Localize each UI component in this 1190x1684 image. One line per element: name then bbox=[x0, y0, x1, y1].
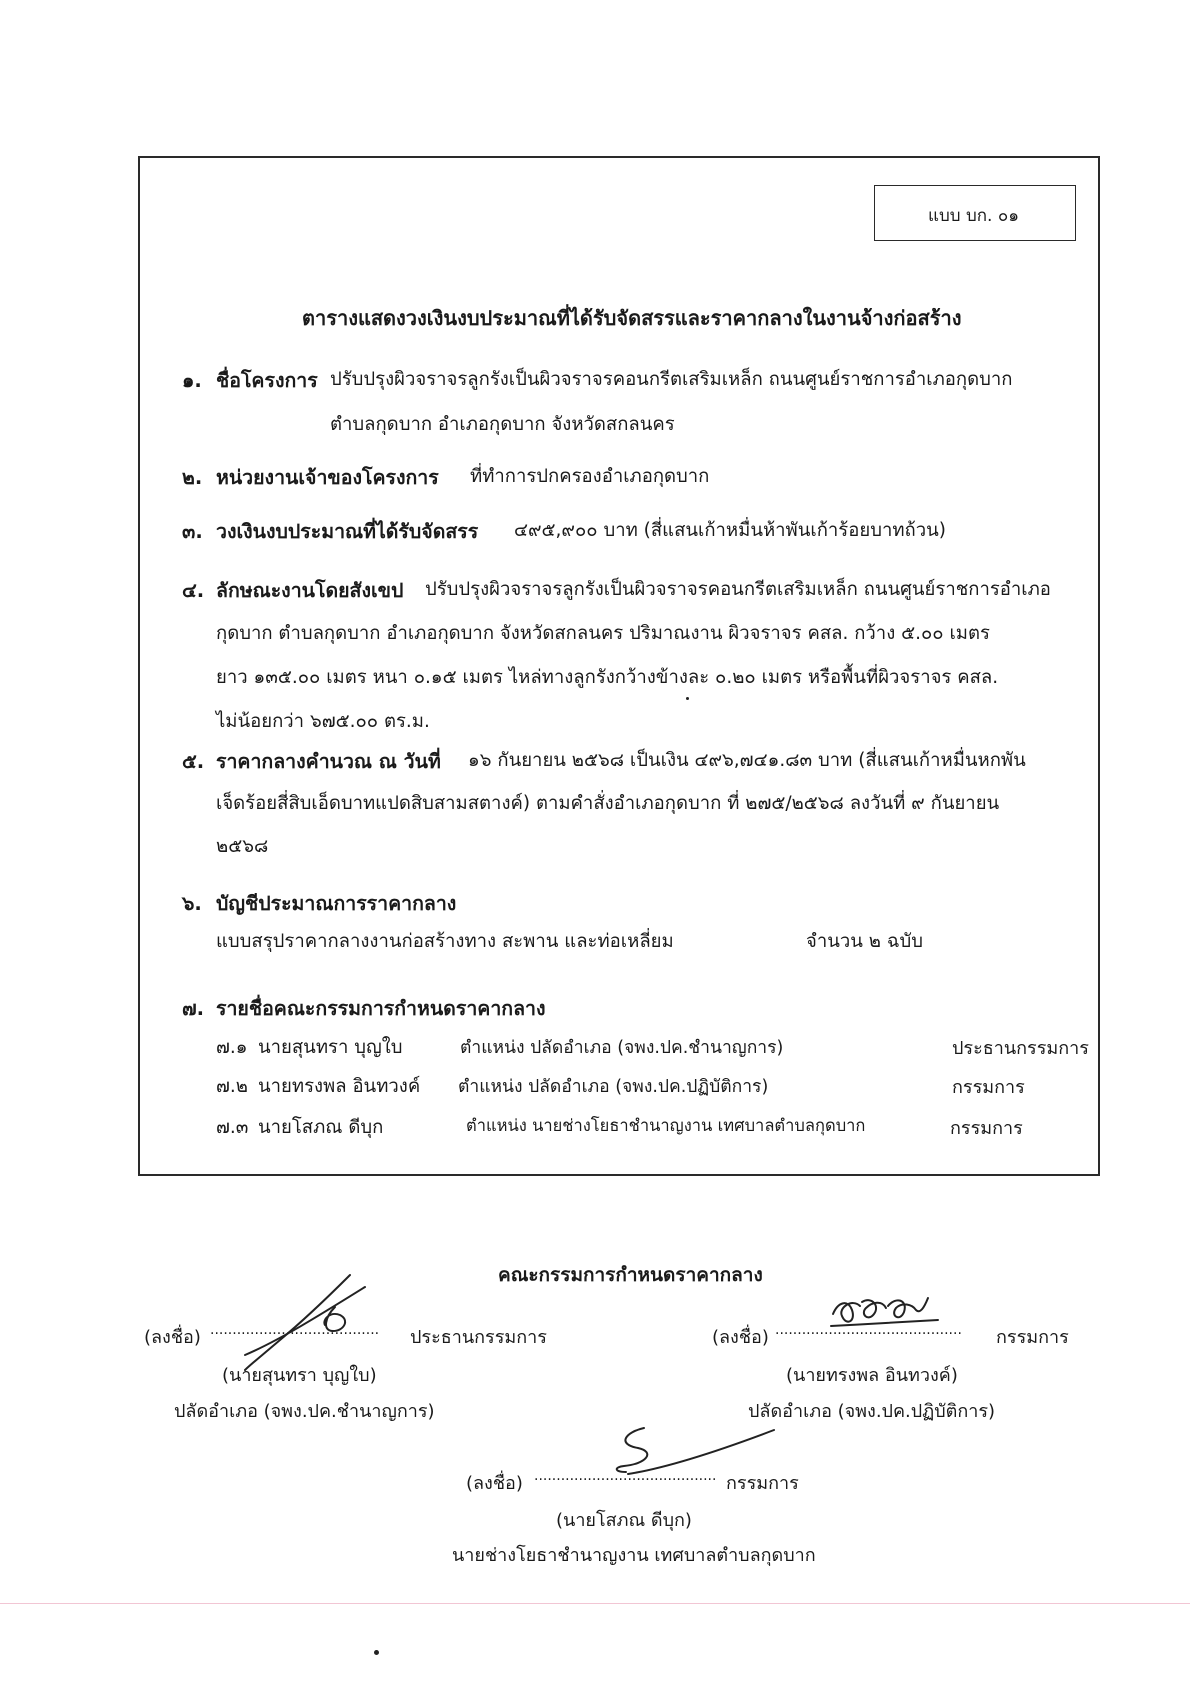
signer-3-sign-label: (ลงชื่อ) bbox=[466, 1473, 523, 1494]
member-number: ๗.๑ bbox=[216, 1037, 248, 1058]
item-7-number: ๗. bbox=[182, 997, 205, 1020]
item-5-line-3: ๒๕๖๘ bbox=[216, 836, 269, 857]
scan-speck bbox=[374, 1650, 379, 1655]
signer-2-name: (นายทรงพล อินทวงค์) bbox=[786, 1365, 958, 1386]
member-number: ๗.๒ bbox=[216, 1076, 248, 1097]
signature-2 bbox=[828, 1284, 948, 1344]
signer-2-role: กรรมการ bbox=[996, 1327, 1069, 1348]
signer-3-dotted-line: ......................................... bbox=[534, 1468, 717, 1484]
member-position: ตำแหน่ง ปลัดอำเภอ (จพง.ปค.ปฏิบัติการ) bbox=[458, 1077, 769, 1097]
member-name: นายโสภณ ดีบุก bbox=[258, 1117, 384, 1138]
member-role: กรรมการ bbox=[952, 1077, 1025, 1098]
page-edge-line bbox=[0, 1603, 1190, 1604]
item-5-label: ราคากลางคำนวณ ณ วันที่ bbox=[216, 750, 441, 773]
member-number: ๗.๓ bbox=[216, 1117, 249, 1138]
item-1-line-2: ตำบลกุดบาก อำเภอกุดบาก จังหวัดสกลนคร bbox=[330, 414, 675, 435]
item-6-document: แบบสรุปราคากลางงานก่อสร้างทาง สะพาน และท่อเหลี่ยม bbox=[216, 931, 674, 952]
signer-2-position: ปลัดอำเภอ (จพง.ปค.ปฏิบัติการ) bbox=[748, 1401, 996, 1422]
item-6-label: บัญชีประมาณการราคากลาง bbox=[216, 892, 457, 915]
item-2-label: หน่วยงานเจ้าของโครงการ bbox=[216, 466, 439, 489]
member-position: ตำแหน่ง นายช่างโยธาชำนาญงาน เทศบาลตำบลกุดบาก bbox=[466, 1116, 866, 1135]
item-4-line-4: ไม่น้อยกว่า ๖๗๕.๐๐ ตร.ม. bbox=[216, 711, 430, 732]
item-1-label: ชื่อโครงการ bbox=[216, 369, 318, 392]
item-3-number: ๓. bbox=[182, 520, 203, 543]
item-4-line-3: ยาว ๑๓๕.๐๐ เมตร หนา ๐.๑๕ เมตร ไหล่ทางลูกรังกว้างข้างละ ๐.๒๐ เมตร หรือพื้นที่ผิวจราจร คสล. bbox=[216, 667, 999, 688]
signer-3-role: กรรมการ bbox=[726, 1473, 799, 1494]
item-2-number: ๒. bbox=[182, 466, 203, 489]
signer-2-dotted-line: .......................................... bbox=[775, 1322, 962, 1338]
item-6-quantity: จำนวน ๒ ฉบับ bbox=[806, 931, 923, 952]
member-role: กรรมการ bbox=[950, 1118, 1023, 1139]
item-1-number: ๑. bbox=[182, 369, 202, 392]
signer-1-dotted-line: ...................................... bbox=[210, 1322, 380, 1338]
committee-heading: คณะกรรมการกำหนดราคากลาง bbox=[498, 1264, 763, 1286]
item-3-label: วงเงินงบประมาณที่ได้รับจัดสรร bbox=[216, 520, 479, 543]
signer-2-sign-label: (ลงชื่อ) bbox=[712, 1327, 769, 1348]
item-1-line-1: ปรับปรุงผิวจราจรลูกรังเป็นผิวจราจรคอนกรีตเสริมเหล็ก ถนนศูนย์ราชการอำเภอกุดบาก bbox=[330, 369, 1013, 390]
signature-3 bbox=[606, 1420, 786, 1490]
form-code: แบบ บก. ๐๑ bbox=[928, 206, 1020, 226]
item-5-line-2: เจ็ดร้อยสี่สิบเอ็ดบาทแปดสิบสามสตางค์) ตามคำสั่งอำเภอกุดบาก ที่ ๒๗๕/๒๕๖๘ ลงวันที่ ๙ กันยายน bbox=[216, 793, 1000, 814]
signature-1 bbox=[240, 1265, 440, 1375]
item-4-line-1: ปรับปรุงผิวจราจรลูกรังเป็นผิวจราจรคอนกรีตเสริมเหล็ก ถนนศูนย์ราชการอำเภอ bbox=[425, 579, 1051, 600]
signer-3-position: นายช่างโยธาชำนาญงาน เทศบาลตำบลกุดบาก bbox=[452, 1545, 816, 1566]
item-2-text: ที่ทำการปกครองอำเภอกุดบาก bbox=[470, 466, 710, 487]
item-5-number: ๕. bbox=[182, 750, 205, 773]
signer-3-name: (นายโสภณ ดีบุก) bbox=[556, 1510, 692, 1531]
signer-1-name: (นายสุนทรา บุญใบ) bbox=[222, 1365, 377, 1386]
signer-1-role: ประธานกรรมการ bbox=[410, 1327, 547, 1348]
item-7-label: รายชื่อคณะกรรมการกำหนดราคากลาง bbox=[216, 997, 546, 1020]
member-name: นายทรงพล อินทวงค์ bbox=[258, 1076, 421, 1097]
document-title: ตารางแสดงวงเงินงบประมาณที่ได้รับจัดสรรและราคากลางในงานจ้างก่อสร้าง bbox=[302, 306, 962, 330]
signer-1-sign-label: (ลงชื่อ) bbox=[144, 1327, 201, 1348]
item-4-number: ๔. bbox=[182, 579, 205, 602]
signer-1-position: ปลัดอำเภอ (จพง.ปค.ชำนาญการ) bbox=[174, 1401, 435, 1422]
member-position: ตำแหน่ง ปลัดอำเภอ (จพง.ปค.ชำนาญการ) bbox=[460, 1038, 784, 1058]
item-6-number: ๖. bbox=[182, 892, 202, 915]
member-role: ประธานกรรมการ bbox=[952, 1038, 1089, 1059]
member-name: นายสุนทรา บุญใบ bbox=[258, 1037, 403, 1058]
scan-speck bbox=[686, 697, 689, 700]
item-3-text: ๔๙๕,๙๐๐ บาท (สี่แสนเก้าหมื่นห้าพันเก้าร้อยบาทถ้วน) bbox=[514, 520, 946, 541]
item-4-line-2: กุดบาก ตำบลกุดบาก อำเภอกุดบาก จังหวัดสกลนคร ปริมาณงาน ผิวจราจร คสล. กว้าง ๕.๐๐ เมตร bbox=[216, 623, 990, 644]
item-5-line-1: ๑๖ กันยายน ๒๕๖๘ เป็นเงิน ๔๙๖,๗๔๑.๘๓ บาท (สี่แสนเก้าหมื่นหกพัน bbox=[468, 750, 1026, 771]
item-4-label: ลักษณะงานโดยสังเขป bbox=[216, 579, 404, 602]
